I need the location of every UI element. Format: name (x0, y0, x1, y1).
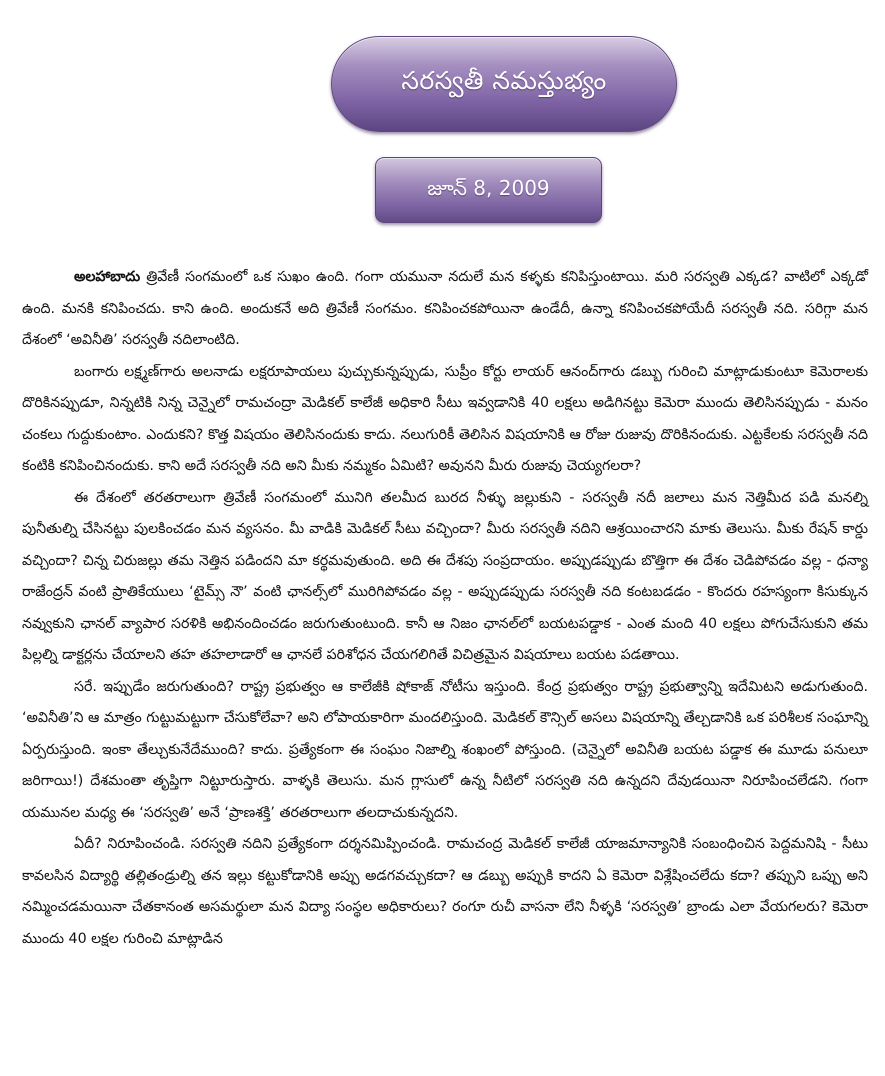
title-banner (331, 36, 677, 132)
article-body (22, 262, 868, 955)
paragraph-1 (22, 262, 868, 357)
dateline: అలహాబాదు (74, 269, 141, 285)
page-title: సరస్వతీ నమస్తుభ్యం (401, 66, 607, 95)
paragraph-1-text: త్రివేణీ సంగమంలో ఒక సుఖం ఉంది. గంగా యమునా నదులే మన కళ్ళకు కనిపిస్తుంటాయి. మరి సరస్వతి ఎక్కడ? వాటిలో ఎక్కడో ఉంది. మనకి కనిపించదు. కాని ఉంది. అందుకనే అది త్రివేణీ సంగమం. కనిపించకపోయినా ఉండేదీ, ఉన్నా కనిపించకపోయేదీ సరస్వతీ నది. సరిగ్గా మన దేశంలో ‘అవినీతి’ సరస్వతీ నదిలాంటిది. (22, 269, 868, 348)
paragraph-5: ఏదీ? నిరూపించండి. సరస్వతి నదిని ప్రత్యేకంగా దర్శనమిప్పించండి. రామచంద్ర మెడికల్ కాలేజీ యాజమాన్యానికి సంబంధించిన పెద్దమనిషి - సీటు కావలసిన విద్యార్థి తల్లితండ్రుల్ని తన ఇల్లు కట్టుకోడానికి అప్పు అడగవచ్చుకదా? ఆ డబ్బు అప్పుకి కాదని ఏ కెమెరా విశ్లేషించలేదు కదా? తప్పుని ఒప్పు అని నమ్మించడమయినా చేతకానంత అసమర్థులా మన విద్యా సంస్థల అధికారులు? రంగూ రుచీ వాసనా లేని నీళ్ళకి ‘సరస్వతి’ బ్రాండు ఎలా వేయగలరు? కెమెరా ముందు 40 లక్షల గురించి మాట్లాడిన (22, 836, 868, 947)
post-date: జూన్ 8, 2009 (427, 175, 550, 200)
paragraph-4: సరే. ఇప్పుడేం జరుగుతుంది? రాష్ట్ర ప్రభుత్వం ఆ కాలేజీకి షోకాజ్ నోటీసు ఇస్తుంది. కేంద్ర ప్రభుత్వం రాష్ట్ర ప్రభుత్వాన్ని ఇదేమిటని అడుగుతుంది. ‘అవినీతి’ని ఆ మాత్రం గుట్టుమట్టుగా చేసుకోలేవా? అని లోపాయకారిగా మందలిస్తుంది. మెడికల్ కౌన్సిల్ అసలు విషయాన్ని తేల్చడానికి ఒక పరిశీలక సంఘాన్ని ఏర్పరుస్తుంది. ఇంకా తేల్చుకునేదేముంది? కాదు. ప్రత్యేకంగా ఈ సంఘం నిజాల్ని శంఖంలో పోస్తుంది. (చెన్నైలో అవినీతి బయట పడ్డాక ఈ మూడు పనులూ జరిగాయి!) దేశమంతా తృప్తిగా నిట్టూరుస్తారు. వాళ్ళకి తెలుసు. మన గ్లాసులో ఉన్న నీటిలో సరస్వతి నది ఉన్నదని దేవుడయినా నిరూపించలేడని. గంగా యమునల మధ్య ఈ ‘సరస్వతి’ అనే ‘ప్రాణశక్తి’ తరతరాలుగా తలదాచుకున్నదని. (22, 678, 868, 821)
paragraph-3: ఈ దేశంలో తరతరాలుగా త్రివేణీ సంగమంలో మునిగి తలమీద బురద నీళ్ళు జల్లుకుని - సరస్వతీ నదీ జలాలు మన నెత్తిమీద పడి మనల్ని పునీతుల్ని చేసినట్టు పులకించడం మన వ్యసనం. మీ వాడికి మెడికల్ సీటు వచ్చిందా? మీరు సరస్వతీ నదిని ఆశ్రయించారని మాకు తెలుసు. మీకు రేషన్ కార్డు వచ్చిందా? చిన్న చిరుజల్లు తమ నెత్తిన పడిందని మా కర్థమవుతుంది. అది ఈ దేశపు సంప్రదాయం. అప్పుడప్పుడు బొత్తిగా ఈ దేశం చెడిపోవడం వల్ల - ధన్యా రాజేంద్రన్ వంటి ప్రాతికేయులు ‘టైమ్స్ నౌ’ వంటి ఛానల్స్‌లో మురిగిపోవడం వల్ల - అప్పుడప్పుడు సరస్వతీ నది కంటబడడం - కొందరు రహస్యంగా కిసుక్కున నవ్వుకుని ఛానల్ వ్యాపార సరళికి అభినందించడం జరుగుతుంటుంది. కానీ ఆ నిజం ఛానల్‌లో బయటపడ్డాక - ఎంత మంది 40 లక్షలు పోగుచేసుకుని తమ పిల్లల్ని డాక్టర్లను చేయాలని తహ తహలాడారో ఆ ఛానలే పరిశోధన చేయగలిగితే విచిత్రమైన విషయాలు బయట పడతాయి. (22, 489, 868, 663)
date-banner (375, 157, 602, 223)
paragraph-2: బంగారు లక్ష్మణ్‌గారు అలనాడు లక్షరూపాయలు పుచ్చుకున్నప్పుడు, సుప్రీం కోర్టు లాయర్ ఆనంద్‌గారు డబ్బు గురించి మాట్లాడుకుంటూ కెమెరాలకు దొరికినప్పుడూ, నిన్నటికి నిన్న చెన్నైలో రామచంద్రా మెడికల్ కాలేజీ అధికారి సీటు ఇవ్వడానికి 40 లక్షలు అడిగినట్టు కెమెరా ముందు తెలిసినప్పుడు - మనం చంకలు గుద్దుకుంటాం. ఎందుకని? కొత్త విషయం తెలిసినందుకు కాదు. నలుగురికీ తెలిసిన విషయానికి ఆ రోజు రుజువు దొరికినందుకు. ఎట్టకేలకు సరస్వతీ నది కంటికి కనిపించినందుకు. కాని అదే సరస్వతీ నది అని మీకు నమ్మకం ఏమిటి? అవునని మీరు రుజువు చెయ్యగలరా? (22, 363, 868, 474)
